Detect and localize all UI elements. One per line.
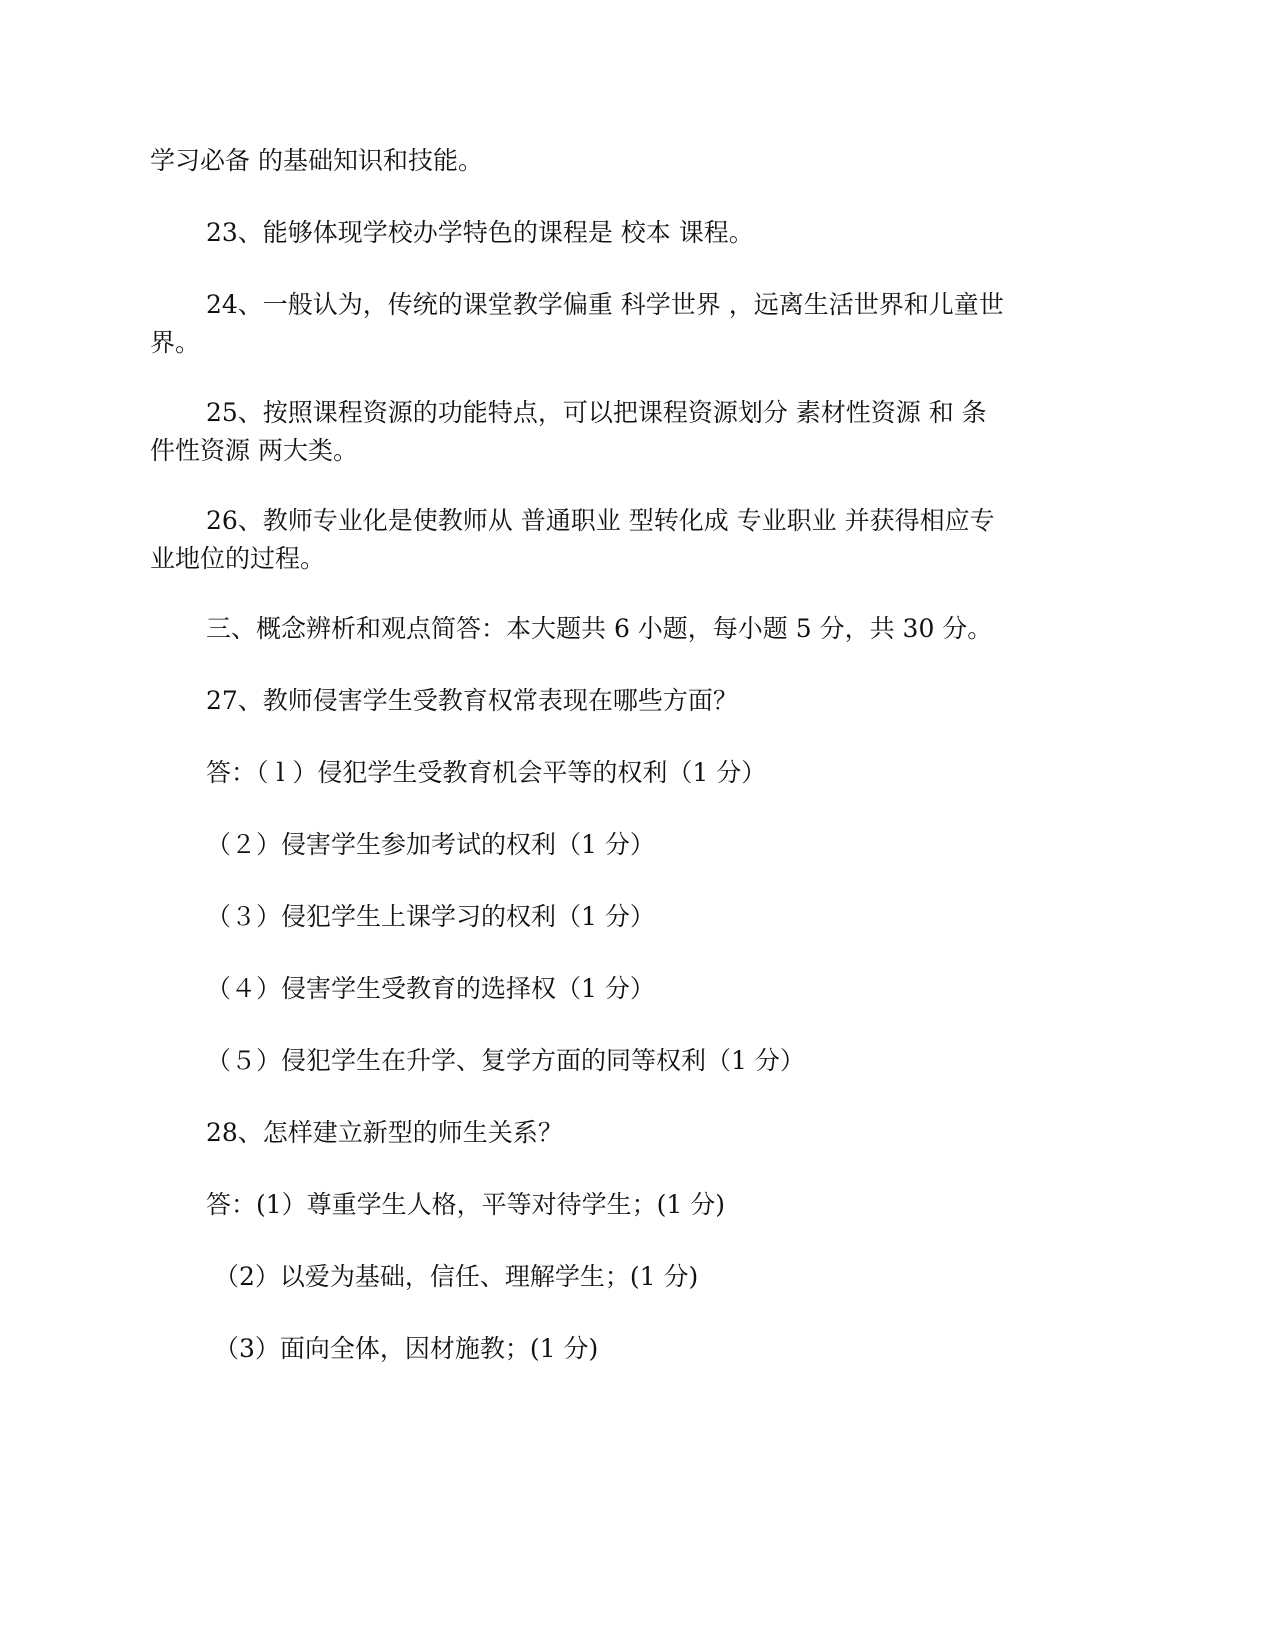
section-heading-3: 三、概念辨析和观点简答：本大题共 6 小题，每小题 5 分，共 30 分。 [206,614,993,643]
question-26-line-2: 业地位的过程。 [150,544,326,573]
answer-28-item-3: （3）面向全体，因材施教；(1 分) [214,1334,599,1363]
question-28: 28、怎样建立新型的师生关系？ [206,1118,563,1147]
question-25-line-1: 25、按照课程资源的功能特点，可以把课程资源划分 素材性资源 和 条 [206,398,987,427]
answer-27-item-2: （２）侵害学生参加考试的权利（1 分） [206,830,655,859]
answer-28-item-1: 答：(1）尊重学生人格，平等对待学生；(1 分) [206,1190,726,1219]
question-23: 23、能够体现学校办学特色的课程是 校本 课程。 [206,218,754,247]
text-line-continuation: 学习必备 的基础知识和技能。 [150,146,483,175]
answer-27-item-5: （５）侵犯学生在升学、复学方面的同等权利（1 分） [206,1046,805,1075]
question-26 [150,502,1125,578]
question-24 [150,286,1125,362]
question-25-line-2: 件性资源 两大类。 [150,436,358,465]
answer-27-item-3: （３）侵犯学生上课学习的权利（1 分） [206,902,655,931]
answer-27-item-4: （４）侵害学生受教育的选择权（1 分） [206,974,655,1003]
answer-27-item-1: 答：（ l ）侵犯学生受教育机会平等的权利（1 分） [206,758,767,787]
question-26-line-1: 26、教师专业化是使教师从 普通职业 型转化成 专业职业 并获得相应专 [206,506,995,535]
question-25 [150,394,1125,470]
question-27: 27、教师侵害学生受教育权常表现在哪些方面？ [206,686,738,715]
question-24-line-1: 24、一般认为，传统的课堂教学偏重 科学世界 ，远离生活世界和儿童世 [206,290,1004,319]
question-24-line-2: 界。 [150,328,201,357]
answer-28-item-2: （2）以爱为基础，信任、理解学生；(1 分) [214,1262,699,1291]
